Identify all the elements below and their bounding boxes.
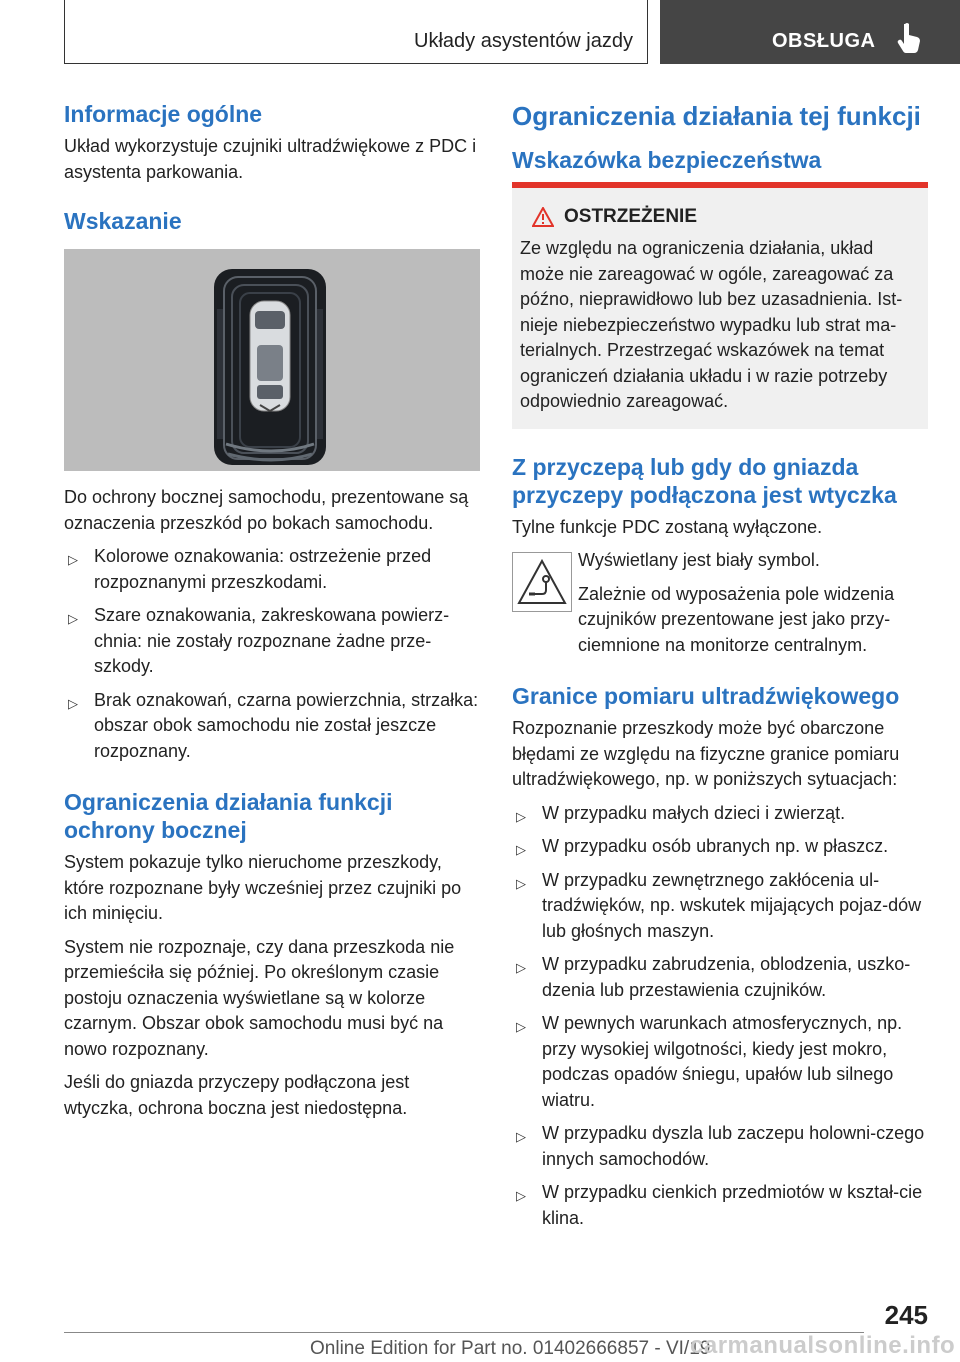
triangle-bullet-icon: ▷ bbox=[68, 552, 78, 567]
warning-text: Ze względu na ograniczenia działania, układ może nie zareagować w ogóle, zareagować za późno, nieprawidłowo lub bez uzasadnienia. Ist‐nieje niebezpieczeństwo wypadku lub strat ma‐terialnych. Przestrzegać wskazówek na temat ograniczeń działania układu i w razie potrzeby odpowiednio zareagować. bbox=[520, 238, 903, 411]
triangle-bullet-icon: ▷ bbox=[516, 875, 526, 891]
footer-edition: Online Edition for Part no. 01402666857 - VI/19 bbox=[310, 1338, 711, 1359]
heading-ultrasonic-limits: Granice pomiaru ultradźwiękowego bbox=[512, 683, 900, 709]
watermark-logo: carmanualsonline.info bbox=[690, 1332, 956, 1359]
list-item: ▷ W przypadku zewnętrznego zakłócenia ul‐tradźwięków, np. wskutek mijających pojaz‐dów lub głośnych maszyn. bbox=[516, 869, 922, 941]
side-protection-figure bbox=[64, 249, 480, 471]
left-column bbox=[64, 100, 480, 1129]
heading-function-limits: Ograniczenia działania tej funkcji bbox=[512, 101, 921, 131]
text-symbol-2: Zależnie od wyposażenia pole widzenia czujników prezentowane jest jako przy‐ciemnione na monitorze centralnym. bbox=[578, 583, 895, 655]
text-limits-2: System nie rozpoznaje, czy dana przeszkoda nie przemieściła się później. Po określonym czasie postoju oznaczenia wyświetlane są w kolorze czarnym. Obszar obok samochodu musi być na nowo rozpoznany. bbox=[64, 936, 455, 1059]
triangle-bullet-icon: ▷ bbox=[68, 695, 78, 711]
list-item: ▷ W przypadku cienkich przedmiotów w kształ‐cie klina. bbox=[516, 1182, 923, 1228]
text-display: Do ochrony bocznej samochodu, prezentowane są oznaczenia przeszkód po bokach samochodu. bbox=[64, 487, 469, 533]
triangle-bullet-icon: ▷ bbox=[68, 611, 78, 626]
heading-safety-note: Wskazówka bezpieczeństwa bbox=[512, 147, 822, 173]
heading-trailer: Z przyczepą lub gdy do gniazda przyczepy podłączona jest wtyczka bbox=[512, 453, 897, 508]
text-symbol-1: Wyświetlany jest biały symbol. bbox=[578, 550, 820, 570]
list-item: ▷ Brak oznakowań, czarna powierzchnia, strzałka: obszar obok samochodu nie został jeszcze rozpoznany. bbox=[68, 689, 479, 761]
list-item: ▷ W przypadku zabrudzenia, oblodzenia, uszko‐dzenia lub przestawienia czujników. bbox=[516, 954, 911, 1000]
list-item: ▷ Szare oznakowania, zakreskowana powierz‐chnia: nie zostały rozpoznane żadne prze‐szkody. bbox=[68, 605, 450, 676]
list-item: ▷ Kolorowe oznakowania: ostrzeżenie przed rozpoznanymi przeszkodami. bbox=[68, 546, 432, 592]
right-column bbox=[512, 100, 928, 1239]
hand-pointer-icon bbox=[896, 22, 922, 54]
list-item: ▷ W przypadku dyszla lub zaczepu holowni‐czego innych samochodów. bbox=[516, 1123, 925, 1169]
trailer-symbol-icon bbox=[512, 552, 572, 612]
triangle-bullet-icon: ▷ bbox=[516, 842, 526, 857]
display-bullet-list bbox=[64, 544, 480, 764]
heading-display: Wskazanie bbox=[64, 208, 182, 234]
text-trailer: Tylne funkcje PDC zostaną wyłączone. bbox=[512, 516, 823, 537]
text-limits-1: System pokazuje tylko nieruchome przeszkody, które rozpoznane były wcześniej przez czujniki po ich minięciu. bbox=[64, 852, 462, 923]
header-section-box bbox=[64, 0, 648, 64]
triangle-bullet-icon: ▷ bbox=[516, 808, 526, 824]
triangle-bullet-icon: ▷ bbox=[516, 960, 526, 975]
heading-side-protection-limits: Ograniczenia działania funkcji ochrony bocznej bbox=[64, 789, 393, 843]
car-top-view-image bbox=[64, 249, 480, 471]
warning-box bbox=[512, 182, 928, 429]
list-item: ▷ W pewnych warunkach atmosferycznych, np. przy wysokiej wilgotności, kiedy jest mokro, podczas opadów śniegu, upałów lub silnego wiatru. bbox=[516, 1013, 903, 1110]
header-chapter-label: OBSŁUGA bbox=[772, 30, 876, 52]
ultrasonic-bullet-list bbox=[512, 801, 928, 1232]
list-item: ▷ W przypadku osób ubranych np. w płaszcz. bbox=[512, 834, 928, 860]
warning-triangle-icon bbox=[532, 207, 554, 227]
page-number: 245 bbox=[884, 1300, 928, 1330]
triangle-bullet-icon: ▷ bbox=[516, 1129, 526, 1144]
triangle-bullet-icon: ▷ bbox=[516, 1188, 526, 1203]
heading-general: Informacje ogólne bbox=[64, 101, 263, 127]
header-section-title: Układy asystentów jazdy bbox=[414, 30, 633, 52]
text-general: Układ wykorzystuje czujniki ultradźwiękowe z PDC i asystenta parkowania. bbox=[64, 136, 477, 182]
list-item: ▷ W przypadku małych dzieci i zwierząt. bbox=[512, 801, 928, 827]
header-chapter-tab bbox=[660, 0, 960, 64]
text-ultrasonic-limits: Rozpoznanie przeszkody może być obarczone błędami ze względu na fizyczne granice pomiaru ultradźwiękowego, np. w poniższych sytuacjach: bbox=[512, 718, 900, 789]
trailer-symbol-row bbox=[512, 548, 928, 658]
triangle-bullet-icon: ▷ bbox=[516, 1019, 526, 1034]
text-limits-3: Jeśli do gniazda przyczepy podłączona jest wtyczka, ochrona boczna jest niedostępna. bbox=[64, 1072, 410, 1118]
warning-title: OSTRZEŻENIE bbox=[532, 206, 920, 228]
